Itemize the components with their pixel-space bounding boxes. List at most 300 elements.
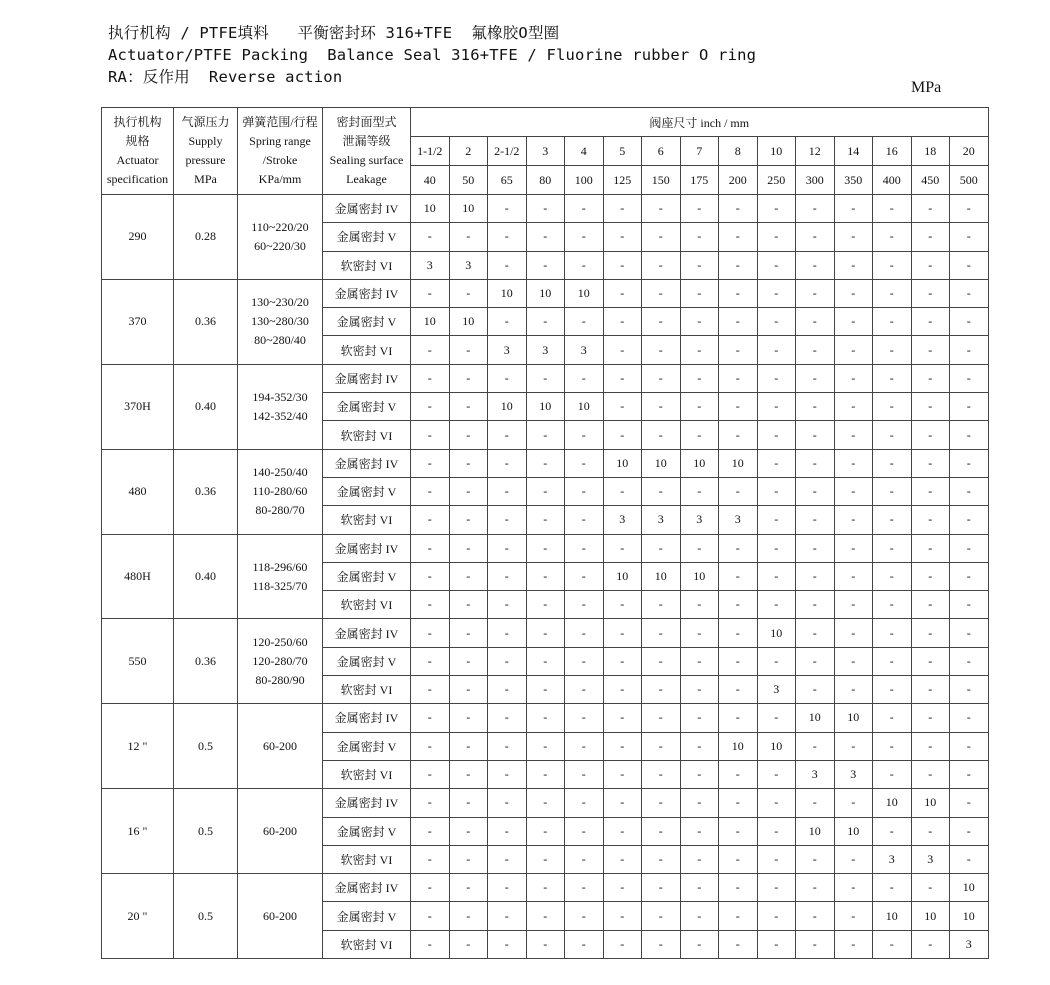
leakage-value-cell: - [488, 251, 527, 279]
leakage-value-cell: - [526, 534, 565, 562]
spring-range-cell [238, 874, 323, 959]
leakage-value-cell: - [834, 732, 873, 760]
leakage-value-cell: - [796, 421, 835, 449]
leakage-value-cell: - [411, 506, 450, 534]
spring-range-value: 194-352/30 [252, 389, 308, 404]
leakage-value-cell: - [603, 336, 642, 364]
spring-range-value: 120-250/60 [252, 634, 308, 649]
seal-leakage-cell: 金属密封 IV [323, 449, 411, 477]
leakage-value-cell: - [449, 477, 488, 505]
leakage-value-cell: - [449, 591, 488, 619]
leakage-value-cell: - [603, 760, 642, 788]
seal-leakage-cell: 金属密封 V [323, 647, 411, 675]
size-inch-cell: 20 [950, 137, 989, 166]
leakage-value-cell: - [911, 930, 950, 958]
leakage-value-cell: - [911, 477, 950, 505]
leakage-value-cell: - [719, 364, 758, 392]
leakage-value-cell: 10 [603, 562, 642, 590]
leakage-value-cell: 10 [411, 195, 450, 223]
leakage-value-cell: - [950, 534, 989, 562]
leakage-value-cell: - [565, 449, 604, 477]
spring-range-value: 118-296/60 [252, 559, 308, 574]
leakage-value-cell: - [526, 421, 565, 449]
leakage-value-cell: - [449, 279, 488, 307]
leakage-value-cell: - [719, 308, 758, 336]
leakage-value-cell: - [757, 308, 796, 336]
supply-pressure-cell: 0.36 [174, 619, 238, 704]
leakage-value-cell: - [603, 279, 642, 307]
leakage-value-cell: - [796, 506, 835, 534]
leakage-value-cell: - [680, 930, 719, 958]
leakage-value-cell: - [950, 308, 989, 336]
header-seat-size: 阀座尺寸 inch / mm [411, 108, 989, 137]
leakage-value-cell: - [603, 223, 642, 251]
leakage-value-cell: - [757, 449, 796, 477]
spring-range-cell [238, 364, 323, 449]
leakage-value-cell: - [603, 251, 642, 279]
leakage-value-cell: - [565, 421, 604, 449]
leakage-value-cell: 3 [757, 676, 796, 704]
leakage-value-cell: - [680, 251, 719, 279]
leakage-value-cell: 10 [757, 619, 796, 647]
header-row [102, 108, 989, 137]
seal-leakage-cell: 金属密封 V [323, 732, 411, 760]
leakage-value-cell: - [911, 251, 950, 279]
leakage-value-cell: - [642, 930, 681, 958]
table-row [102, 195, 989, 223]
leakage-value-cell: - [449, 732, 488, 760]
table-row [102, 704, 989, 732]
leakage-value-cell: - [719, 760, 758, 788]
seal-leakage-cell: 金属密封 IV [323, 364, 411, 392]
leakage-value-cell: - [950, 449, 989, 477]
leakage-value-cell: - [526, 223, 565, 251]
leakage-value-cell: - [873, 619, 912, 647]
leakage-value-cell: - [873, 534, 912, 562]
leakage-value-cell: 10 [526, 279, 565, 307]
leakage-value-cell: - [834, 195, 873, 223]
leakage-value-cell: - [449, 562, 488, 590]
leakage-value-cell: - [603, 647, 642, 675]
leakage-value-cell: - [680, 195, 719, 223]
table-row [102, 534, 989, 562]
header-text: 规格 [125, 134, 150, 148]
leakage-value-cell: - [680, 336, 719, 364]
leakage-value-cell: - [449, 534, 488, 562]
leakage-value-cell: - [526, 195, 565, 223]
leakage-value-cell: - [796, 902, 835, 930]
seal-leakage-cell: 金属密封 V [323, 562, 411, 590]
leakage-value-cell: - [565, 619, 604, 647]
leakage-value-cell: - [834, 279, 873, 307]
leakage-value-cell: 3 [719, 506, 758, 534]
leakage-value-cell: - [757, 223, 796, 251]
leakage-value-cell: - [796, 562, 835, 590]
leakage-value-cell: - [719, 195, 758, 223]
leakage-value-cell: - [526, 817, 565, 845]
leakage-value-cell: - [680, 393, 719, 421]
leakage-value-cell: - [719, 393, 758, 421]
seal-leakage-cell: 金属密封 IV [323, 534, 411, 562]
leakage-value-cell: 3 [526, 336, 565, 364]
leakage-value-cell: - [834, 562, 873, 590]
leakage-value-cell: 10 [565, 393, 604, 421]
leakage-value-cell: - [719, 279, 758, 307]
leakage-value-cell: - [873, 760, 912, 788]
leakage-value-cell: - [950, 619, 989, 647]
leakage-value-cell: - [488, 223, 527, 251]
leakage-value-cell: - [873, 506, 912, 534]
leakage-value-cell: - [911, 336, 950, 364]
header-supply-pressure [174, 108, 238, 195]
leakage-value-cell: - [796, 449, 835, 477]
leakage-value-cell: - [873, 874, 912, 902]
leakage-value-cell: - [757, 760, 796, 788]
leakage-value-cell: - [411, 477, 450, 505]
leakage-value-cell: - [488, 534, 527, 562]
leakage-value-cell: - [757, 534, 796, 562]
leakage-value-cell: 10 [796, 704, 835, 732]
size-inch-cell: 4 [565, 137, 604, 166]
size-mm-cell: 250 [757, 166, 796, 195]
leakage-value-cell: - [565, 477, 604, 505]
leakage-value-cell: - [449, 845, 488, 873]
leakage-value-cell: - [911, 591, 950, 619]
leakage-value-cell: - [873, 704, 912, 732]
leakage-value-cell: - [719, 619, 758, 647]
header-spring-range [238, 108, 323, 195]
leakage-value-cell: - [796, 732, 835, 760]
leakage-value-cell: - [834, 421, 873, 449]
leakage-value-cell: - [873, 364, 912, 392]
header-actuator-spec [102, 108, 174, 195]
leakage-value-cell: - [603, 732, 642, 760]
spring-range-value: 80-280/70 [255, 503, 305, 518]
leakage-value-cell: - [873, 477, 912, 505]
leakage-value-cell: - [488, 732, 527, 760]
leakage-value-cell: - [565, 845, 604, 873]
size-inch-cell: 10 [757, 137, 796, 166]
leakage-value-cell: - [834, 251, 873, 279]
seal-leakage-cell: 金属密封 IV [323, 279, 411, 307]
leakage-value-cell: - [642, 732, 681, 760]
leakage-value-cell: - [603, 534, 642, 562]
leakage-value-cell: - [950, 760, 989, 788]
size-mm-cell: 350 [834, 166, 873, 195]
leakage-value-cell: - [834, 477, 873, 505]
header-text: 气源压力 [181, 115, 230, 129]
leakage-value-cell: - [719, 647, 758, 675]
leakage-value-cell: - [642, 477, 681, 505]
leakage-value-cell: - [603, 789, 642, 817]
size-mm-cell: 125 [603, 166, 642, 195]
leakage-value-cell: - [488, 704, 527, 732]
leakage-value-cell: 10 [449, 308, 488, 336]
leakage-value-cell: - [873, 279, 912, 307]
leakage-value-cell: - [449, 506, 488, 534]
leakage-value-cell: - [680, 647, 719, 675]
size-mm-cell: 300 [796, 166, 835, 195]
size-inch-cell: 2-1/2 [488, 137, 527, 166]
leakage-value-cell: - [526, 591, 565, 619]
actuator-spec-cell: 16 " [102, 789, 174, 874]
leakage-value-cell: - [526, 562, 565, 590]
leakage-value-cell: - [488, 789, 527, 817]
leakage-value-cell: - [642, 874, 681, 902]
leakage-spec-table [101, 107, 989, 959]
leakage-value-cell: - [757, 817, 796, 845]
leakage-value-cell: - [834, 874, 873, 902]
leakage-value-cell: - [642, 760, 681, 788]
leakage-value-cell: - [757, 930, 796, 958]
leakage-value-cell: - [950, 421, 989, 449]
leakage-value-cell: - [526, 676, 565, 704]
leakage-value-cell: - [603, 817, 642, 845]
leakage-value-cell: - [411, 449, 450, 477]
leakage-value-cell: - [526, 704, 565, 732]
leakage-value-cell: 10 [950, 874, 989, 902]
size-mm-cell: 65 [488, 166, 527, 195]
leakage-value-cell: - [834, 506, 873, 534]
leakage-value-cell: - [411, 562, 450, 590]
leakage-value-cell: - [642, 364, 681, 392]
leakage-value-cell: - [565, 817, 604, 845]
seal-leakage-cell: 金属密封 V [323, 393, 411, 421]
leakage-value-cell: 3 [796, 760, 835, 788]
leakage-value-cell: - [796, 477, 835, 505]
leakage-value-cell: - [834, 308, 873, 336]
leakage-value-cell: - [873, 308, 912, 336]
leakage-value-cell: - [950, 279, 989, 307]
leakage-value-cell: - [796, 845, 835, 873]
leakage-value-cell: - [834, 393, 873, 421]
leakage-value-cell: 3 [642, 506, 681, 534]
leakage-value-cell: - [526, 874, 565, 902]
spring-range-value: 60-200 [263, 738, 297, 753]
leakage-value-cell: - [757, 506, 796, 534]
size-mm-cell: 400 [873, 166, 912, 195]
leakage-value-cell: - [603, 845, 642, 873]
leakage-value-cell: - [680, 902, 719, 930]
leakage-value-cell: - [911, 279, 950, 307]
size-inch-cell: 7 [680, 137, 719, 166]
leakage-value-cell: - [680, 732, 719, 760]
leakage-value-cell: - [642, 195, 681, 223]
leakage-value-cell: - [411, 845, 450, 873]
leakage-value-cell: - [449, 449, 488, 477]
leakage-value-cell: 10 [911, 789, 950, 817]
size-mm-cell: 200 [719, 166, 758, 195]
leakage-value-cell: - [565, 562, 604, 590]
actuator-spec-cell: 480 [102, 449, 174, 534]
leakage-value-cell: - [488, 760, 527, 788]
leakage-value-cell: - [449, 930, 488, 958]
leakage-value-cell: - [449, 223, 488, 251]
leakage-value-cell: - [565, 732, 604, 760]
spring-range-cell [238, 704, 323, 789]
leakage-value-cell: - [873, 421, 912, 449]
leakage-value-cell: - [873, 591, 912, 619]
leakage-value-cell: - [719, 477, 758, 505]
seal-leakage-cell: 软密封 VI [323, 760, 411, 788]
leakage-value-cell: - [488, 477, 527, 505]
size-inch-cell: 1-1/2 [411, 137, 450, 166]
leakage-value-cell: - [911, 874, 950, 902]
header-text: specification [106, 172, 169, 186]
leakage-value-cell: - [680, 308, 719, 336]
table-row [102, 619, 989, 647]
table-row [102, 364, 989, 392]
leakage-value-cell: - [526, 449, 565, 477]
leakage-value-cell: - [411, 591, 450, 619]
size-mm-cell: 40 [411, 166, 450, 195]
leakage-value-cell: - [834, 591, 873, 619]
leakage-value-cell: - [873, 930, 912, 958]
leakage-value-cell: - [603, 676, 642, 704]
leakage-value-cell: - [603, 195, 642, 223]
leakage-value-cell: - [911, 817, 950, 845]
leakage-value-cell: - [950, 364, 989, 392]
header-text: 弹簧范围/行程 [242, 115, 318, 129]
leakage-value-cell: - [911, 364, 950, 392]
leakage-value-cell: - [411, 534, 450, 562]
header-sealing-leakage [323, 108, 411, 195]
leakage-value-cell: - [603, 308, 642, 336]
leakage-value-cell: - [834, 845, 873, 873]
leakage-value-cell: 10 [757, 732, 796, 760]
leakage-value-cell: - [950, 817, 989, 845]
spring-range-cell [238, 534, 323, 619]
leakage-value-cell: - [642, 647, 681, 675]
leakage-value-cell: - [757, 364, 796, 392]
leakage-value-cell: - [488, 364, 527, 392]
supply-pressure-cell: 0.5 [174, 704, 238, 789]
leakage-value-cell: - [873, 449, 912, 477]
leakage-value-cell: - [950, 676, 989, 704]
leakage-value-cell: 10 [642, 562, 681, 590]
leakage-value-cell: 10 [873, 902, 912, 930]
leakage-value-cell: - [488, 591, 527, 619]
leakage-value-cell: - [642, 704, 681, 732]
leakage-value-cell: - [449, 393, 488, 421]
seal-leakage-cell: 软密封 VI [323, 845, 411, 873]
header-text: Supply [188, 134, 223, 148]
leakage-value-cell: - [911, 393, 950, 421]
leakage-value-cell: 10 [603, 449, 642, 477]
leakage-value-cell: - [603, 421, 642, 449]
leakage-value-cell: - [488, 874, 527, 902]
leakage-value-cell: 10 [680, 449, 719, 477]
leakage-value-cell: - [680, 364, 719, 392]
leakage-value-cell: - [719, 591, 758, 619]
actuator-spec-cell: 550 [102, 619, 174, 704]
leakage-value-cell: - [565, 534, 604, 562]
spring-range-value: 110-280/60 [252, 484, 308, 499]
leakage-value-cell: - [757, 195, 796, 223]
seal-leakage-cell: 软密封 VI [323, 930, 411, 958]
unit-label: MPa [911, 79, 942, 96]
header-text: /Stroke [262, 153, 298, 167]
leakage-value-cell: - [449, 874, 488, 902]
leakage-value-cell: - [834, 902, 873, 930]
leakage-value-cell: - [950, 336, 989, 364]
leakage-value-cell: - [719, 336, 758, 364]
size-inch-cell: 14 [834, 137, 873, 166]
leakage-value-cell: - [950, 789, 989, 817]
leakage-value-cell: - [642, 676, 681, 704]
size-mm-cell: 50 [449, 166, 488, 195]
spring-range-cell [238, 279, 323, 364]
spring-range-value: 60~220/30 [254, 238, 306, 253]
leakage-value-cell: - [449, 789, 488, 817]
spring-range-cell [238, 619, 323, 704]
leakage-value-cell: - [488, 619, 527, 647]
leakage-value-cell: - [873, 393, 912, 421]
leakage-value-cell: - [411, 223, 450, 251]
leakage-value-cell: - [680, 760, 719, 788]
leakage-value-cell: - [488, 506, 527, 534]
size-inch-cell: 3 [526, 137, 565, 166]
spring-range-value: 142-352/40 [252, 408, 308, 423]
leakage-value-cell: 10 [834, 817, 873, 845]
table-body [102, 108, 989, 959]
leakage-value-cell: - [411, 732, 450, 760]
spring-range-value: 130~230/20 [251, 295, 309, 310]
header-text: 执行机构 [113, 115, 162, 129]
size-inch-cell: 2 [449, 137, 488, 166]
leakage-value-cell: - [796, 251, 835, 279]
leakage-value-cell: - [950, 223, 989, 251]
leakage-value-cell: - [680, 477, 719, 505]
actuator-spec-cell: 290 [102, 195, 174, 280]
leakage-value-cell: - [411, 760, 450, 788]
table-row [102, 789, 989, 817]
leakage-value-cell: - [642, 223, 681, 251]
leakage-value-cell: - [911, 732, 950, 760]
leakage-value-cell: - [834, 789, 873, 817]
spring-range-cell [238, 195, 323, 280]
leakage-value-cell: - [526, 732, 565, 760]
leakage-value-cell: - [796, 647, 835, 675]
leakage-value-cell: - [873, 223, 912, 251]
leakage-value-cell: - [411, 817, 450, 845]
header-text: Spring range [249, 134, 311, 148]
leakage-value-cell: - [911, 449, 950, 477]
leakage-value-cell: - [680, 591, 719, 619]
leakage-value-cell: - [526, 760, 565, 788]
seal-leakage-cell: 软密封 VI [323, 506, 411, 534]
leakage-value-cell: - [796, 364, 835, 392]
leakage-value-cell: - [950, 251, 989, 279]
leakage-value-cell: - [796, 789, 835, 817]
leakage-value-cell: - [873, 562, 912, 590]
seal-leakage-cell: 金属密封 V [323, 817, 411, 845]
leakage-value-cell: - [603, 930, 642, 958]
header-text: MPa [194, 172, 217, 186]
leakage-value-cell: - [411, 676, 450, 704]
leakage-value-cell: 10 [950, 902, 989, 930]
leakage-value-cell: - [449, 421, 488, 449]
leakage-value-cell: - [834, 364, 873, 392]
leakage-value-cell: 3 [911, 845, 950, 873]
leakage-value-cell: - [719, 789, 758, 817]
leakage-value-cell: - [642, 421, 681, 449]
header-text: 密封面型式 [336, 115, 397, 129]
leakage-value-cell: - [565, 591, 604, 619]
leakage-value-cell: - [526, 308, 565, 336]
leakage-value-cell: - [680, 223, 719, 251]
supply-pressure-cell: 0.5 [174, 874, 238, 959]
